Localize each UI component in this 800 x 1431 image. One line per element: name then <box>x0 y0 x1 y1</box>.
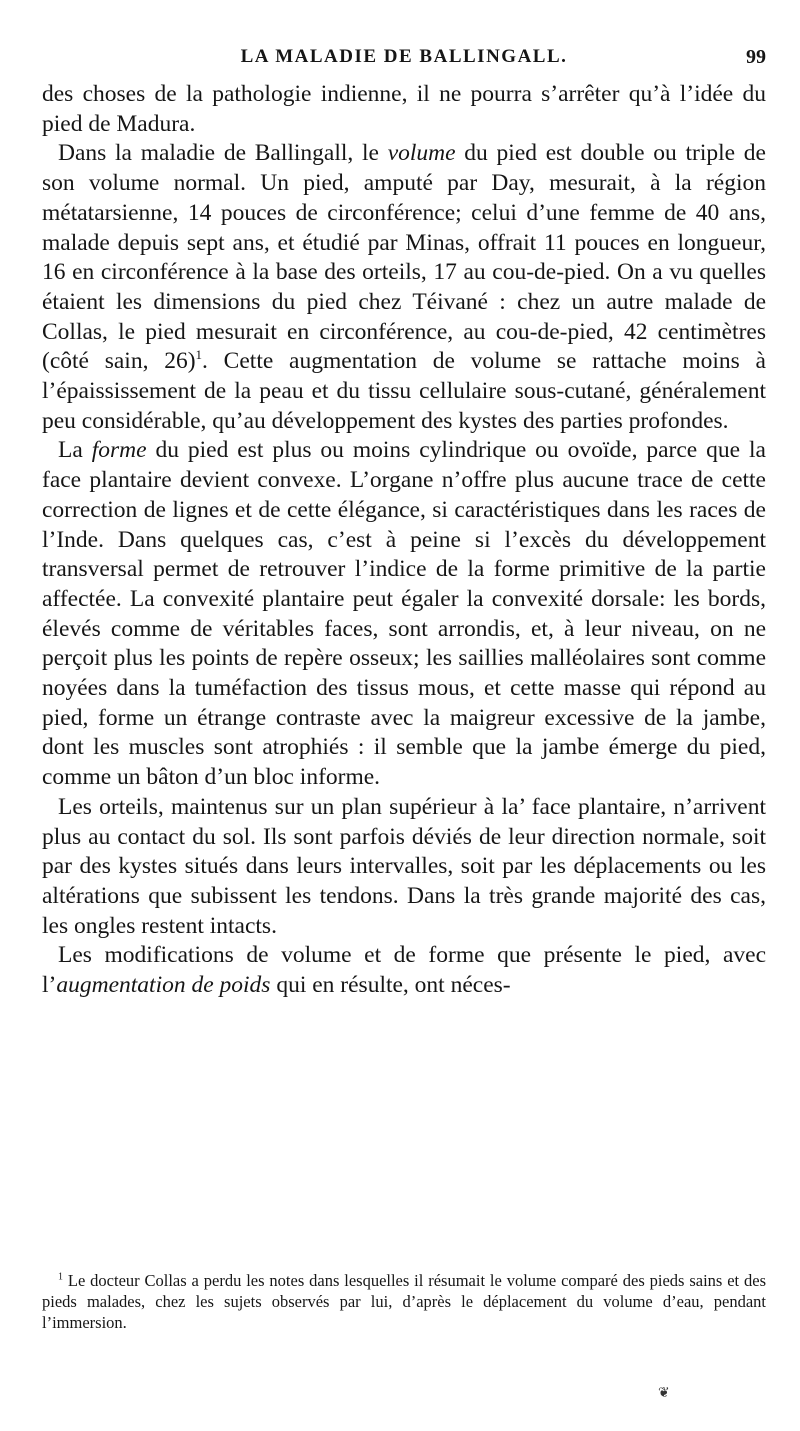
text-run: qui en résulte, ont néces- <box>270 972 511 999</box>
paragraph <box>42 941 766 1000</box>
paragraph <box>42 436 766 792</box>
paragraph <box>42 80 766 139</box>
footnote-text: Le docteur Collas a perdu les notes dans lesquelles il résumait le volume comparé des pieds sains et des pieds malades, chez les sujets observés par lui, d’après le déplacement du volume d’eau, pendant l’immersion. <box>42 1271 766 1332</box>
emphasis-term: forme <box>91 437 147 464</box>
text-run: Les orteils, maintenus sur un plan supérieur à la’ face plantaire, n’arrivent plus au contact du sol. Ils sont parfois déviés de leur direction normale, soit par des kystes situés dans leurs intervalles, soit par les déplacements ou les altérations que subissent les tendons. Dans la très grande majorité des cas, les ongles restent intacts. <box>42 793 766 939</box>
paragraph <box>42 793 766 942</box>
running-title: LA MALADIE DE BALLINGALL. <box>240 46 568 67</box>
paragraph <box>42 139 766 436</box>
emphasis-term: volume <box>387 140 456 167</box>
text-run: . Cette augmentation de volume se rattache moins à l’épaississement de la peau et du tissu cellulaire sous-cutané, généralement peu considérable, qu’au développement des kystes des parties profondes. <box>42 348 766 434</box>
printer-mark: ❦ <box>658 1386 670 1401</box>
footnote <box>42 1270 766 1333</box>
text-run: des choses de la pathologie indienne, il ne pourra s’arrêter qu’à l’idée du pied de Madura. <box>42 81 766 137</box>
footnotes <box>42 1270 766 1333</box>
text-run: Les modifications de volume et de forme que présente le pied, avec l’ <box>42 942 766 999</box>
page-number: 99 <box>746 46 766 68</box>
main-text <box>42 80 766 1001</box>
text-run: Dans la maladie de Ballingall, le <box>58 140 388 167</box>
footnote-reference: 1 <box>195 347 203 363</box>
text-run: La <box>58 437 92 464</box>
text-run: du pied est double ou triple de son volume normal. Un pied, amputé par Day, mesurait, à la région métatarsienne, 14 pouces de circonférence; celui d’une femme de 40 ans, malade depuis sept ans, et étudié par Minas, offrait 11 pouces en longueur, 16 en circonférence à la base des orteils, 17 au cou-de-pied. On a vu quelles étaient les dimensions du pied chez Téivané : chez un autre malade de Collas, le pied mesurait en circonférence, au cou-de-pied, 42 centimètres (côté sain, 26) <box>42 140 766 375</box>
running-head <box>42 44 766 74</box>
emphasis-term: augmentation de poids <box>56 972 271 999</box>
footnote-mark: 1 <box>58 1271 63 1283</box>
text-run: du pied est plus ou moins cylindrique ou ovoïde, parce que la face plantaire devient convexe. L’organe n’offre plus aucune trace de cette correction de lignes et de cette élégance, si caractéristiques dans les races de l’Inde. Dans quelques cas, c’est à peine si l’excès du développement transversal permet de retrouver l’indice de la forme primitive de la partie affectée. La convexité plantaire peut égaler la convexité dorsale: les bords, élevés comme de véritables faces, sont arrondis, et, à leur niveau, on ne perçoit plus les points de repère osseux; les saillies malléolaires sont comme noyées dans la tuméfaction des tissus mous, et cette masse qui répond au pied, forme un étrange contraste avec la maigreur excessive de la jambe, dont les muscles sont atrophiés : il semble que la jambe émerge du pied, comme un bâton d’un bloc informe. <box>42 437 766 791</box>
